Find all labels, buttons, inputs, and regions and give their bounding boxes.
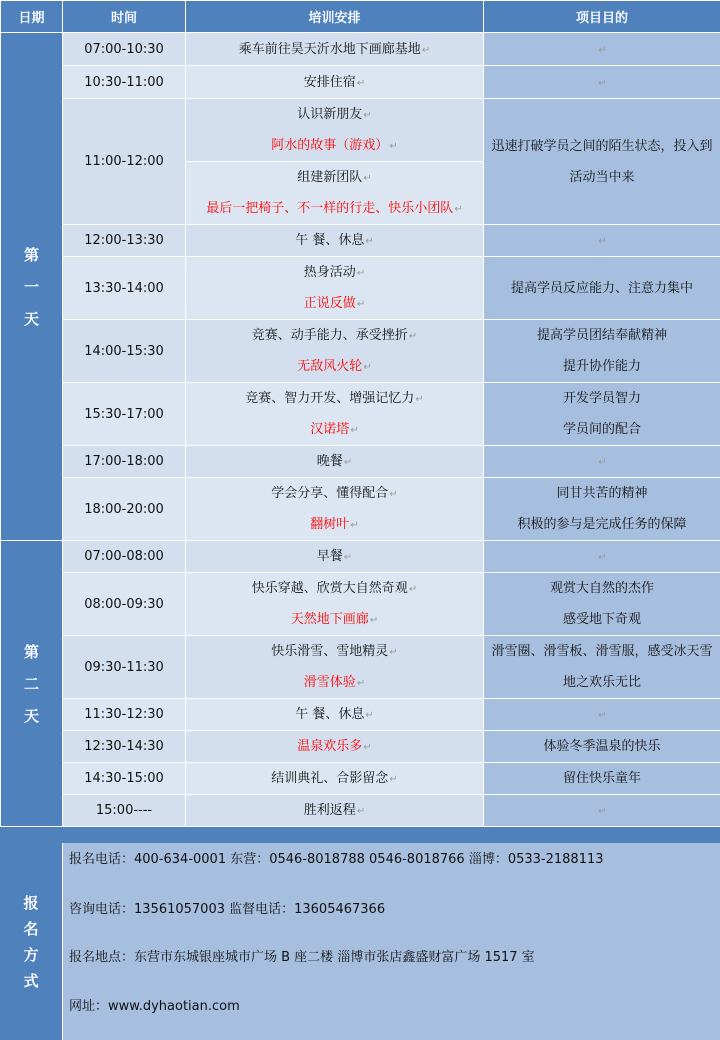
activity-line	[186, 257, 483, 288]
goal-cell	[484, 446, 720, 478]
time-cell: 08:00-09:30	[63, 573, 186, 636]
time-cell: 09:30-11:30	[63, 636, 186, 699]
goal-line: 感受地下奇观	[562, 612, 641, 627]
header-time: 时间	[63, 1, 186, 33]
activity-line	[186, 446, 483, 477]
goal-line: 提高学员反应能力、注意力集中	[510, 280, 693, 296]
activity-text: 正说反做	[303, 296, 356, 311]
registration-label-char: 式	[23, 971, 39, 990]
paragraph-mark: ↵	[350, 520, 359, 531]
paragraph-mark: ↵	[421, 44, 431, 56]
goal-line: 提升协作能力	[562, 359, 641, 374]
table-header-row	[1, 1, 720, 33]
registration-label-char: 名	[23, 919, 39, 938]
activity-text: 学会分享、懂得配合	[271, 486, 389, 501]
time-cell: 11:30-12:30	[63, 699, 186, 731]
registration-section	[0, 843, 720, 1040]
paragraph-mark: ↵	[389, 647, 398, 658]
goal-cell	[484, 763, 720, 795]
day-label	[1, 541, 63, 827]
paragraph-mark: ↵	[356, 77, 366, 89]
goal-line: 体验冬季温泉的快乐	[543, 739, 661, 754]
goal-line: 积极的参与是完成任务的保障	[517, 517, 687, 532]
schedule-row	[1, 66, 720, 99]
schedule-row	[1, 225, 720, 257]
activity-cell	[186, 33, 484, 66]
registration-info	[63, 843, 720, 1040]
game-name	[186, 130, 483, 161]
activity-cell	[186, 731, 484, 763]
time-cell: 15:30-17:00	[63, 383, 186, 446]
header-activity: 培训安排	[186, 1, 484, 33]
paragraph-mark: ↵	[598, 457, 607, 468]
paragraph-mark: ↵	[343, 457, 353, 468]
activity-cell	[186, 162, 484, 225]
schedule-row	[1, 541, 720, 573]
activity-text: 午 餐、休息	[295, 707, 365, 722]
paragraph-mark: ↵	[389, 774, 398, 785]
goal-cell	[484, 731, 720, 763]
activity-text: 滑雪体验	[303, 675, 356, 690]
schedule-row	[1, 33, 720, 66]
activity-text: 结训典礼、合影留念	[271, 771, 389, 786]
day-label-char: 天	[23, 706, 39, 725]
schedule-row	[1, 257, 720, 320]
paragraph-mark: ↵	[369, 615, 379, 626]
paragraph-mark: ↵	[598, 236, 607, 247]
website-line: 网址：www.dyhaotian.com	[69, 999, 240, 1014]
schedule-row	[1, 636, 720, 699]
activity-text: 温泉欢乐多	[297, 739, 363, 754]
activity-line	[186, 478, 483, 509]
time-cell: 14:30-15:00	[63, 763, 186, 795]
schedule-row	[1, 573, 720, 636]
paragraph-mark: ↵	[356, 268, 366, 279]
goal-cell	[484, 573, 720, 636]
goal-cell	[484, 66, 720, 99]
goal-cell	[484, 257, 720, 320]
activity-line	[186, 67, 483, 98]
goal-cell	[484, 795, 720, 827]
game-name	[186, 604, 483, 635]
activity-text: 最后一把椅子、不一样的行走、快乐小团队	[206, 201, 454, 216]
schedule-row	[1, 383, 720, 446]
game-name	[186, 509, 483, 540]
game-name	[186, 414, 483, 445]
registration-phone-line: 报名电话：400-634-0001 东营：0546-8018788 0546-8018766 淄博：0533-2188113	[69, 852, 604, 867]
goal-line: 开发学员智力	[562, 391, 641, 406]
game-name	[186, 667, 483, 698]
consult-phone-line: 咨询电话：13561057003 监督电话：13605467366	[69, 902, 386, 917]
paragraph-mark: ↵	[389, 141, 398, 152]
paragraph-mark: ↵	[356, 806, 366, 817]
activity-line	[186, 320, 483, 351]
goal-cell	[484, 320, 720, 383]
time-cell: 07:00-10:30	[63, 33, 186, 66]
paragraph-mark: ↵	[365, 710, 374, 721]
time-cell: 14:00-15:30	[63, 320, 186, 383]
activity-line	[186, 573, 483, 604]
time-cell: 15:00----	[63, 795, 186, 827]
registration-label-char: 方	[23, 945, 39, 964]
paragraph-mark: ↵	[598, 44, 607, 56]
activity-line	[186, 763, 483, 794]
activity-text: 晚餐	[316, 454, 343, 469]
activity-line	[186, 99, 483, 130]
schedule-row	[1, 320, 720, 383]
paragraph-mark: ↵	[408, 584, 418, 595]
schedule-row	[1, 446, 720, 478]
activity-text: 竞赛、智力开发、增强记忆力	[245, 391, 415, 406]
goal-cell	[484, 478, 720, 541]
activity-cell	[186, 446, 484, 478]
time-cell: 10:30-11:00	[63, 66, 186, 99]
activity-cell	[186, 795, 484, 827]
time-cell: 12:30-14:30	[63, 731, 186, 763]
activity-cell	[186, 763, 484, 795]
activity-cell	[186, 320, 484, 383]
schedule-row	[1, 795, 720, 827]
activity-line	[186, 162, 483, 193]
activity-cell	[186, 478, 484, 541]
goal-cell	[484, 699, 720, 731]
paragraph-mark: ↵	[408, 331, 418, 342]
activity-cell	[186, 636, 484, 699]
paragraph-mark: ↵	[356, 678, 366, 689]
schedule-row	[1, 763, 720, 795]
time-cell: 17:00-18:00	[63, 446, 186, 478]
paragraph-mark: ↵	[363, 742, 372, 753]
paragraph-mark: ↵	[415, 394, 424, 405]
goal-line: 提高学员团结奉献精神	[536, 328, 667, 343]
activity-line	[186, 699, 483, 730]
paragraph-mark: ↵	[363, 173, 372, 184]
paragraph-mark: ↵	[598, 77, 607, 89]
activity-cell	[186, 699, 484, 731]
activity-text: 阿水的故事（游戏）	[271, 138, 389, 153]
paragraph-mark: ↵	[343, 552, 353, 563]
activity-text: 翻树叶	[310, 517, 350, 532]
activity-line	[186, 541, 483, 572]
activity-text: 乘车前往昊天沂水地下画廊基地	[238, 41, 421, 57]
activity-line	[186, 34, 483, 65]
activity-cell	[186, 66, 484, 99]
day-label-char: 第	[23, 245, 39, 264]
registration-address-line: 报名地点：东营市东城银座城市广场 B 座二楼 淄博市张店鑫盛财富广场 1517 室	[69, 950, 535, 965]
schedule-row	[1, 99, 720, 162]
goal-cell	[484, 383, 720, 446]
goal-cell	[484, 225, 720, 257]
activity-line	[186, 383, 483, 414]
paragraph-mark: ↵	[363, 110, 372, 121]
time-cell: 18:00-20:00	[63, 478, 186, 541]
activity-cell	[186, 225, 484, 257]
goal-line: 同甘共苦的精神	[556, 486, 648, 501]
time-cell: 07:00-08:00	[63, 541, 186, 573]
paragraph-mark: ↵	[598, 806, 607, 817]
registration-label	[0, 843, 63, 1040]
paragraph-mark: ↵	[363, 362, 372, 373]
activity-cell	[186, 541, 484, 573]
activity-text: 竞赛、动手能力、承受挫折	[251, 328, 408, 343]
day-label-char: 二	[23, 674, 39, 693]
goal-cell	[484, 636, 720, 699]
activity-text: 早餐	[316, 549, 343, 564]
activity-cell	[186, 573, 484, 636]
activity-text: 胜利返程	[303, 803, 356, 818]
activity-line	[186, 225, 483, 256]
goal-cell	[484, 99, 720, 225]
game-name	[186, 351, 483, 382]
paragraph-mark: ↵	[598, 710, 607, 721]
time-cell: 11:00-12:00	[63, 99, 186, 225]
activity-text: 热身活动	[303, 265, 356, 280]
paragraph-mark: ↵	[389, 489, 398, 500]
game-name	[186, 731, 483, 762]
activity-cell	[186, 99, 484, 162]
schedule-row	[1, 731, 720, 763]
day-label-char: 天	[23, 309, 39, 328]
game-name	[186, 288, 483, 319]
activity-text: 快乐滑雪、雪地精灵	[271, 644, 389, 659]
goal-line: 观赏大自然的杰作	[549, 581, 654, 596]
goal-cell	[484, 541, 720, 573]
paragraph-mark: ↵	[454, 204, 463, 215]
activity-cell	[186, 383, 484, 446]
header-date: 日期	[1, 1, 63, 33]
goal-cell	[484, 33, 720, 66]
registration-label-char: 报	[23, 893, 39, 912]
time-cell: 12:00-13:30	[63, 225, 186, 257]
paragraph-mark: ↵	[365, 236, 374, 247]
game-name	[186, 193, 483, 224]
activity-text: 安排住宿	[303, 74, 356, 90]
time-cell: 13:30-14:00	[63, 257, 186, 320]
activity-text: 天然地下画廊	[290, 612, 369, 627]
activity-text: 无敌风火轮	[297, 359, 363, 374]
goal-line: 滑雪圈、滑雪板、滑雪服，感受冰天雪地之欢乐无比	[491, 644, 713, 690]
activity-text: 快乐穿越、欣赏大自然奇观	[251, 581, 408, 596]
goal-line: 迅速打破学员之间的陌生状态，投入到活动当中来	[491, 138, 713, 185]
goal-line: 留住快乐童年	[562, 771, 641, 786]
paragraph-mark: ↵	[598, 552, 607, 563]
activity-line	[186, 795, 483, 826]
activity-line	[186, 636, 483, 667]
activity-text: 汉诺塔	[310, 422, 350, 437]
day-label-char: 一	[23, 277, 39, 296]
schedule-row	[1, 699, 720, 731]
paragraph-mark: ↵	[350, 425, 359, 436]
goal-line: 学员间的配合	[562, 422, 641, 437]
activity-text: 组建新团队	[297, 170, 363, 185]
activity-text: 午 餐、休息	[295, 233, 365, 248]
day-label-char: 第	[23, 642, 39, 661]
day-label	[1, 33, 63, 541]
paragraph-mark: ↵	[356, 299, 366, 310]
schedule-row	[1, 478, 720, 541]
header-goal: 项目目的	[484, 1, 720, 33]
activity-cell	[186, 257, 484, 320]
activity-text: 认识新朋友	[297, 107, 363, 122]
